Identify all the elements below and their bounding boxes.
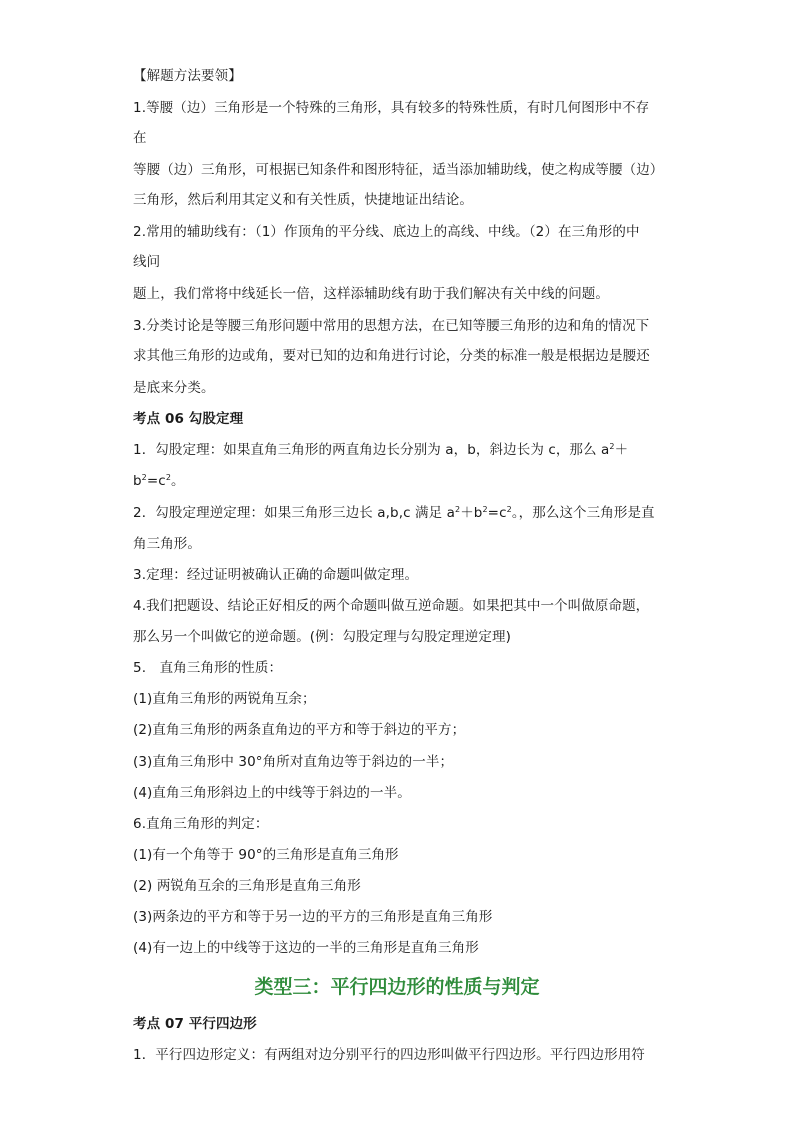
kp06-item3: 3.定理：经过证明被确认正确的命题叫做定理。 — [133, 567, 419, 583]
isosceles-p3-line2: 求其他三角形的边或角，要对已知的边和角进行讨论，分类的标准一般是根据边是腰还 — [133, 348, 650, 364]
kp06-item5-sub3: (3)直角三角形中 30°角所对直角边等于斜边的一半； — [133, 754, 454, 770]
isosceles-p1-line3: 等腰（边）三角形，可根据已知条件和图形特征，适当添加辅助线，使之构成等腰（边） — [133, 162, 664, 178]
kp07-item1-line1: 1．平行四边形定义：有两组对边分别平行的四边形叫做平行四边形。平行四边形用符 — [133, 1047, 645, 1063]
section-title-type3: 类型三：平行四边形的性质与判定 — [254, 976, 540, 998]
kp06-item6: 6.直角三角形的判定： — [133, 816, 269, 832]
kp06-item6-sub4: (4)有一边上的中线等于这边的一半的三角形是直角三角形 — [133, 940, 479, 956]
kp07-heading: 考点 07 平行四边形 — [133, 1016, 257, 1032]
kp06-item1-line2: $b^2=c^2$。 — [133, 473, 185, 489]
method-heading: 【解题方法要领】 — [133, 68, 242, 84]
isosceles-p3-line3: 是底来分类。 — [133, 380, 215, 396]
kp06-item4-line2: 那么另一个叫做它的逆命题。(例：勾股定理与勾股定理逆定理) — [133, 629, 511, 645]
kp06-item5-sub4: (4)直角三角形斜边上的中线等于斜边的一半。 — [133, 785, 411, 801]
isosceles-p2-line1: 2.常用的辅助线有：（1）作顶角的平分线、底边上的高线、中线。（2）在三角形的中 — [133, 224, 640, 240]
isosceles-p2-line2: 线问 — [133, 254, 161, 270]
kp06-heading: 考点 06 勾股定理 — [133, 411, 244, 427]
kp06-item5-sub2: (2)直角三角形的两条直角边的平方和等于斜边的平方； — [133, 722, 466, 738]
kp06-item6-sub1: (1)有一个角等于 90°的三角形是直角三角形 — [133, 847, 399, 863]
kp06-item6-sub2: (2) 两锐角互余的三角形是直角三角形 — [133, 878, 361, 894]
kp06-item2-line2: 角三角形。 — [133, 536, 201, 552]
isosceles-p1-line1: 1.等腰（边）三角形是一个特殊的三角形，具有较多的特殊性质，有时几何图形中不存 — [133, 100, 650, 116]
kp06-item2-line1: 2．勾股定理逆定理：如果三角形三边长 a,b,c 满足 $a^2+b^2=c^2$。，那么这个三角形是直 — [133, 505, 655, 521]
kp06-item5-sub1: (1)直角三角形的两锐角互余； — [133, 691, 316, 707]
isosceles-p1-line2: 在 — [133, 130, 147, 146]
kp06-item5: 5. 直角三角形的性质： — [133, 660, 283, 676]
isosceles-p2-line3: 题上，我们常将中线延长一倍，这样添辅助线有助于我们解决有关中线的问题。 — [133, 286, 609, 302]
kp06-item6-sub3: (3)两条边的平方和等于另一边的平方的三角形是直角三角形 — [133, 909, 493, 925]
kp06-item4-line1: 4.我们把题设、结论正好相反的两个命题叫做互逆命题。如果把其中一个叫做原命题， — [133, 598, 650, 614]
isosceles-p1-line4: 三角形，然后利用其定义和有关性质，快捷地证出结论。 — [133, 192, 473, 208]
kp06-item1-line1: 1．勾股定理：如果直角三角形的两直角边长分别为 a，b，斜边长为 c，那么 $a^2+$ — [133, 442, 629, 458]
isosceles-p3-line1: 3.分类讨论是等腰三角形问题中常用的思想方法，在已知等腰三角形的边和角的情况下 — [133, 318, 650, 334]
